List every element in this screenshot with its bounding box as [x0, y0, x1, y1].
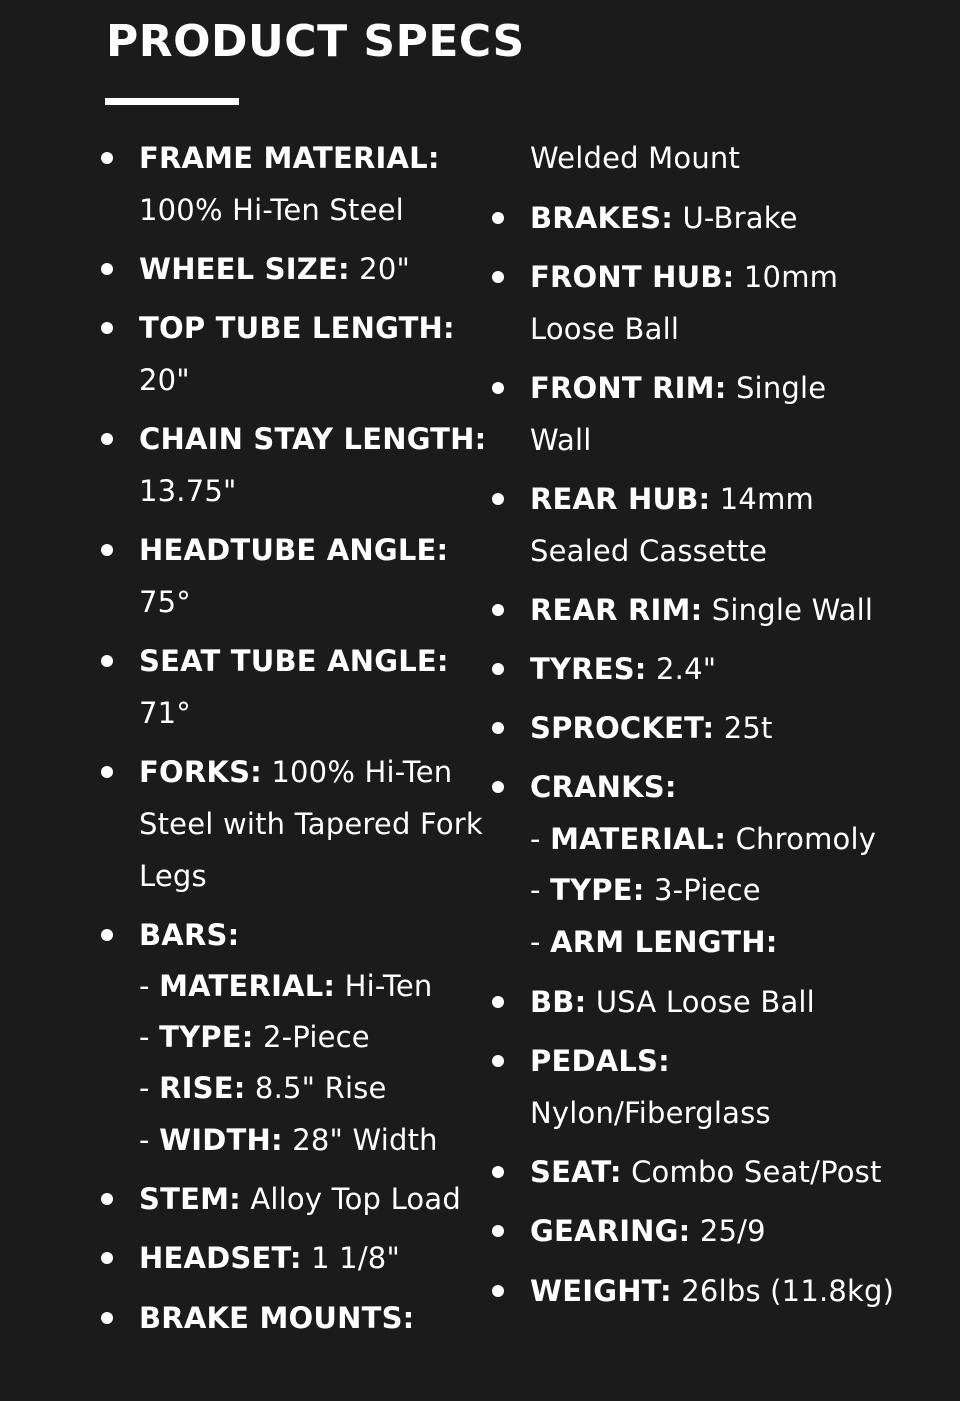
bullet-icon — [492, 1055, 504, 1067]
bullet-icon — [101, 544, 113, 556]
spec-value: Welded Mount — [530, 141, 741, 175]
spec-value: 13.75" — [139, 474, 237, 508]
spec-value: Legs — [139, 859, 207, 893]
spec-label: BRAKES: — [530, 201, 674, 235]
title-underline — [105, 98, 239, 105]
spec-label: FRONT HUB: — [530, 260, 735, 294]
spec-line — [530, 138, 740, 178]
spec-item — [139, 1298, 414, 1338]
spec-value: Combo Seat/Post — [621, 1155, 882, 1189]
spec-item — [530, 1211, 766, 1251]
spec-value: 2-Piece — [253, 1020, 370, 1054]
spec-value: 8.5" Rise — [245, 1071, 387, 1105]
spec-label: SEAT: — [530, 1155, 622, 1189]
spec-line — [139, 582, 191, 622]
spec-value: Sealed Cassette — [530, 534, 768, 568]
spec-value: 26lbs (11.8kg) — [671, 1274, 895, 1308]
spec-label: MATERIAL: — [550, 822, 727, 856]
spec-label: HEADSET: — [139, 1241, 302, 1275]
spec-label: BARS: — [139, 918, 240, 952]
bullet-icon — [492, 663, 504, 675]
spec-value: 75° — [139, 585, 192, 619]
sub-item-dash: - — [530, 822, 551, 856]
spec-value: U-Brake — [673, 201, 798, 235]
spec-line — [139, 190, 404, 230]
bullet-icon — [492, 1166, 504, 1178]
spec-value: Chromoly — [726, 822, 877, 856]
spec-value: 20" — [139, 363, 190, 397]
spec-line — [139, 1017, 370, 1057]
spec-item — [530, 767, 677, 807]
spec-item — [139, 249, 410, 289]
spec-value: 20" — [349, 252, 411, 286]
bullet-icon — [492, 212, 504, 224]
bullet-icon — [492, 1285, 504, 1297]
sub-item-dash: - — [139, 1071, 160, 1105]
spec-line — [139, 360, 190, 400]
bullet-icon — [492, 722, 504, 734]
spec-label: FRONT RIM: — [530, 371, 727, 405]
spec-value: Loose Ball — [530, 312, 680, 346]
bullet-icon — [492, 271, 504, 283]
spec-line — [530, 819, 876, 859]
spec-value: 28" Width — [282, 1123, 438, 1157]
spec-label: BB: — [530, 985, 587, 1019]
spec-line — [139, 966, 432, 1006]
spec-label: FORKS: — [139, 755, 262, 789]
spec-value: 25/9 — [690, 1214, 766, 1248]
sub-item-dash: - — [530, 873, 551, 907]
spec-line — [530, 531, 767, 571]
spec-item — [139, 530, 448, 570]
spec-value: Wall — [530, 423, 592, 457]
bullet-icon — [492, 604, 504, 616]
spec-value: 14mm — [710, 482, 814, 516]
bullet-icon — [101, 655, 113, 667]
spec-label: REAR RIM: — [530, 593, 703, 627]
spec-label: WIDTH: — [159, 1123, 283, 1157]
spec-item — [139, 419, 486, 459]
spec-label: CRANKS: — [530, 770, 677, 804]
spec-label: SPROCKET: — [530, 711, 715, 745]
spec-value: 2.4" — [646, 652, 717, 686]
spec-label: STEM: — [139, 1182, 241, 1216]
spec-item — [139, 1179, 461, 1219]
bullet-icon — [101, 263, 113, 275]
spec-label: BRAKE MOUNTS: — [139, 1301, 415, 1335]
bullet-icon — [101, 322, 113, 334]
bullet-icon — [101, 1193, 113, 1205]
spec-line — [139, 856, 207, 896]
sub-item-dash: - — [139, 969, 160, 1003]
bullet-icon — [492, 1225, 504, 1237]
spec-value: 100% Hi-Ten Steel — [139, 193, 404, 227]
bullet-icon — [101, 152, 113, 164]
bullet-icon — [101, 433, 113, 445]
spec-value: 71° — [139, 696, 192, 730]
spec-label: WHEEL SIZE: — [139, 252, 350, 286]
spec-line — [530, 1093, 771, 1133]
spec-line — [530, 420, 592, 460]
spec-label: TOP TUBE LENGTH: — [139, 311, 455, 345]
spec-value: 100% Hi-Ten — [261, 755, 453, 789]
spec-value: 25t — [714, 711, 773, 745]
bullet-icon — [492, 996, 504, 1008]
spec-label: TYRES: — [530, 652, 647, 686]
spec-item — [139, 915, 239, 955]
spec-label: FRAME MATERIAL: — [139, 141, 440, 175]
spec-item — [139, 1238, 400, 1278]
page-title: PRODUCT SPECS — [106, 16, 525, 67]
spec-value: Hi-Ten — [335, 969, 433, 1003]
spec-item — [530, 1271, 894, 1311]
bullet-icon — [101, 766, 113, 778]
spec-item — [530, 708, 773, 748]
sub-item-dash: - — [139, 1020, 160, 1054]
spec-item — [530, 198, 798, 238]
spec-value: Single Wall — [702, 593, 874, 627]
spec-label: REAR HUB: — [530, 482, 711, 516]
spec-label: RISE: — [159, 1071, 246, 1105]
spec-line — [530, 309, 679, 349]
spec-value: Alloy Top Load — [240, 1182, 461, 1216]
spec-label: PEDALS: — [530, 1044, 670, 1078]
spec-value: 10mm — [734, 260, 839, 294]
spec-line — [139, 804, 483, 844]
spec-item — [139, 752, 452, 792]
spec-item — [139, 138, 440, 178]
spec-item — [530, 649, 716, 689]
bullet-icon — [101, 1312, 113, 1324]
spec-label: TYPE: — [550, 873, 645, 907]
spec-value: Nylon/Fiberglass — [530, 1096, 771, 1130]
sub-item-dash: - — [530, 925, 551, 959]
spec-item — [530, 982, 815, 1022]
spec-label: ARM LENGTH: — [550, 925, 778, 959]
spec-line — [139, 1068, 387, 1108]
spec-line — [139, 471, 237, 511]
spec-item — [530, 368, 826, 408]
spec-line — [139, 1120, 438, 1160]
spec-item — [530, 1152, 882, 1192]
bullet-icon — [492, 493, 504, 505]
spec-label: MATERIAL: — [159, 969, 336, 1003]
spec-label: HEADTUBE ANGLE: — [139, 533, 449, 567]
spec-item — [530, 257, 838, 297]
spec-value: Single — [726, 371, 827, 405]
spec-label: WEIGHT: — [530, 1274, 672, 1308]
spec-line — [530, 922, 778, 962]
spec-label: TYPE: — [159, 1020, 254, 1054]
spec-line — [530, 870, 761, 910]
spec-item — [530, 1041, 670, 1081]
bullet-icon — [492, 781, 504, 793]
spec-item — [139, 308, 455, 348]
spec-item — [139, 641, 449, 681]
bullet-icon — [101, 929, 113, 941]
spec-line — [139, 693, 191, 733]
sub-item-dash: - — [139, 1123, 160, 1157]
spec-value: Steel with Tapered Fork — [139, 807, 483, 841]
spec-item — [530, 479, 814, 519]
spec-label: CHAIN STAY LENGTH: — [139, 422, 487, 456]
spec-value: 3-Piece — [644, 873, 761, 907]
spec-item — [530, 590, 873, 630]
bullet-icon — [492, 382, 504, 394]
bullet-icon — [101, 1252, 113, 1264]
spec-value: 1 1/8" — [301, 1241, 400, 1275]
spec-label: SEAT TUBE ANGLE: — [139, 644, 449, 678]
spec-label: GEARING: — [530, 1214, 691, 1248]
spec-value: USA Loose Ball — [586, 985, 815, 1019]
